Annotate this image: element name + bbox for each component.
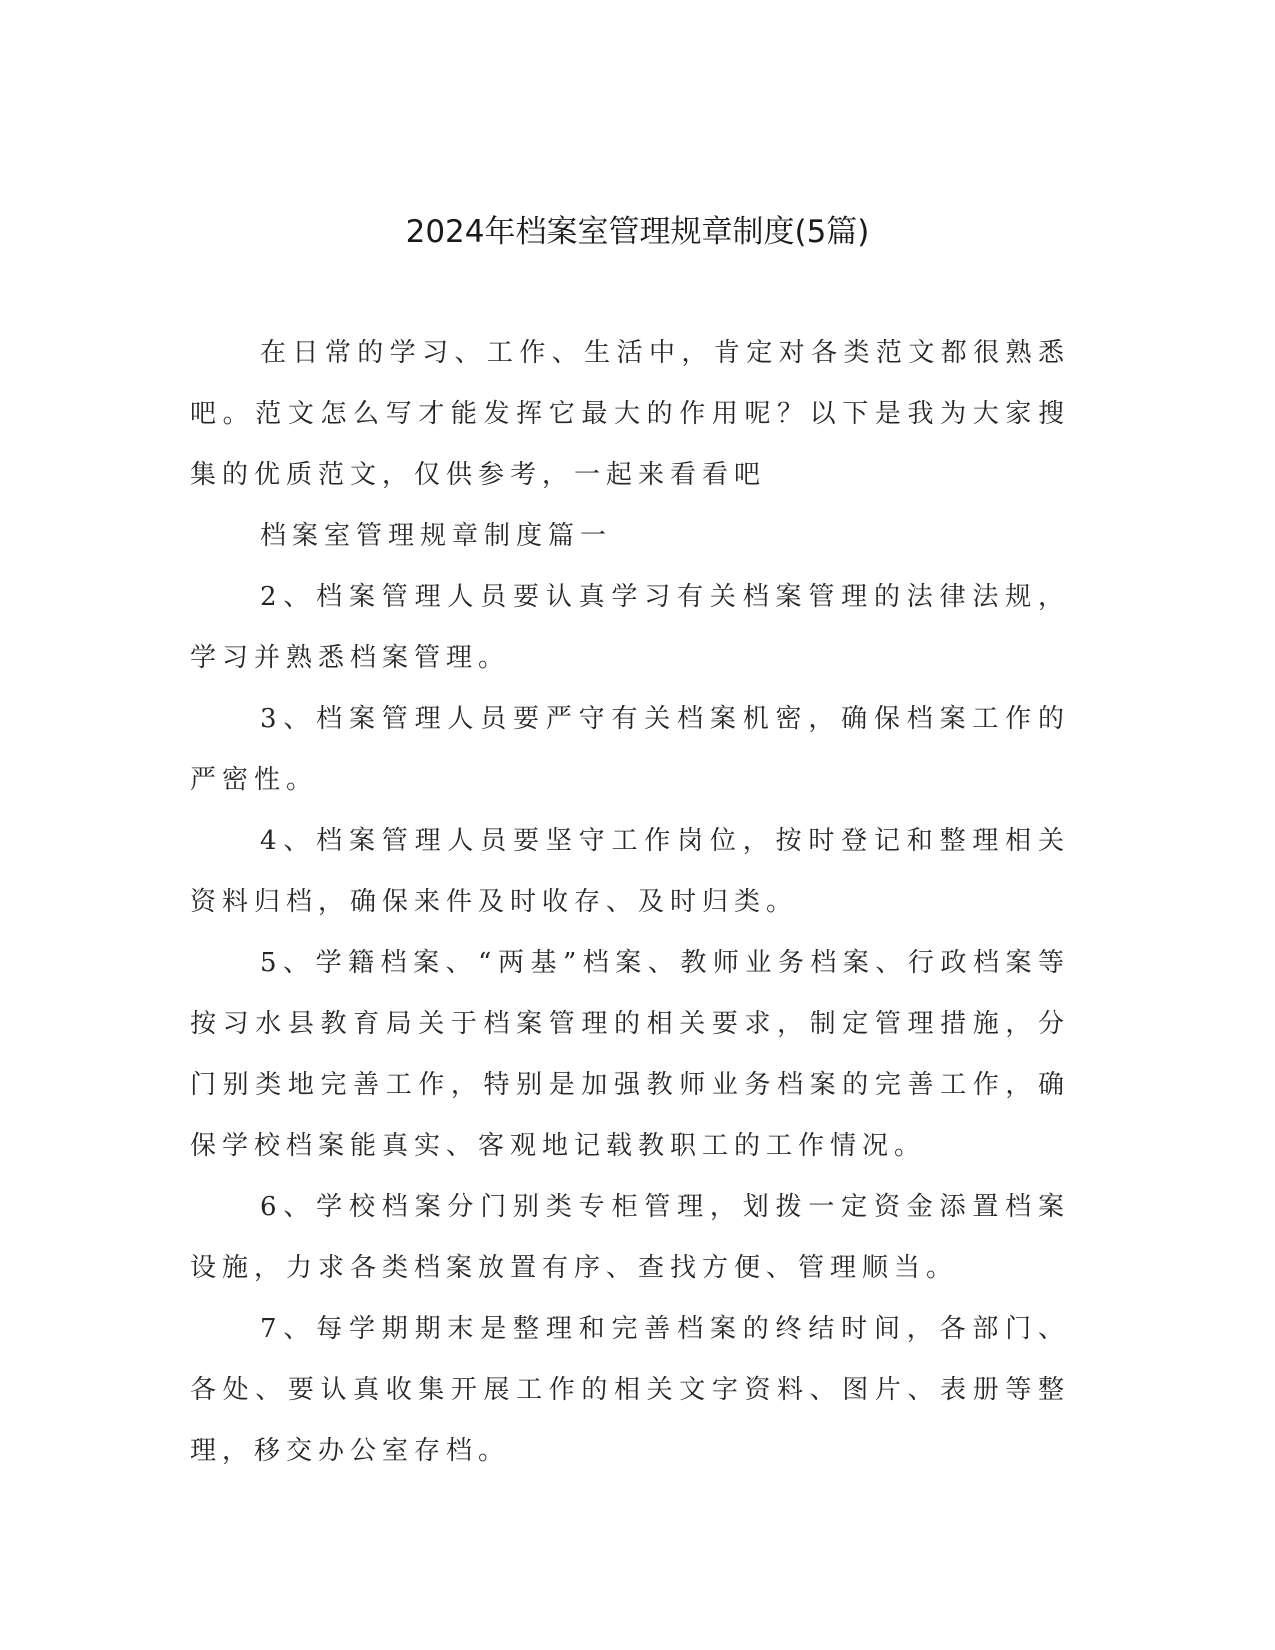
rule-paragraph-7: 7、每学期期末是整理和完善档案的终结时间，各部门、各处、要认真收集开展工作的相关文字资料、图片、表册等整理，移交办公室存档。 <box>190 1314 1070 1466</box>
document-title: 2024年档案室管理规章制度(5篇) <box>405 214 870 250</box>
rule-paragraph-6: 6、学校档案分门别类专柜管理，划拨一定资金添置档案设施，力求各类档案放置有序、查找方便、管理顺当。 <box>190 1192 1070 1283</box>
section-heading: 档案室管理规章制度篇一 <box>260 521 613 551</box>
rule-paragraph-5: 5、学籍档案、“两基”档案、教师业务档案、行政档案等按习水县教育局关于档案管理的相关要求，制定管理措施，分门别类地完善工作，特别是加强教师业务档案的完善工作，确保学校档案能真实、客观地记载教职工的工作情况。 <box>190 948 1070 1161</box>
rule-paragraph-4: 4、档案管理人员要坚守工作岗位，按时登记和整理相关资料归档，确保来件及时收存、及时归类。 <box>190 826 1070 917</box>
intro-paragraph: 在日常的学习、工作、生活中，肯定对各类范文都很熟悉吧。范文怎么写才能发挥它最大的作用呢？以下是我为大家搜集的优质范文，仅供参考，一起来看看吧 <box>190 338 1070 490</box>
rule-paragraph-2: 2、档案管理人员要认真学习有关档案管理的法律法规，学习并熟悉档案管理。 <box>190 582 1070 673</box>
rule-paragraph-3: 3、档案管理人员要严守有关档案机密，确保档案工作的严密性。 <box>190 704 1070 795</box>
document-body <box>190 323 1070 1482</box>
